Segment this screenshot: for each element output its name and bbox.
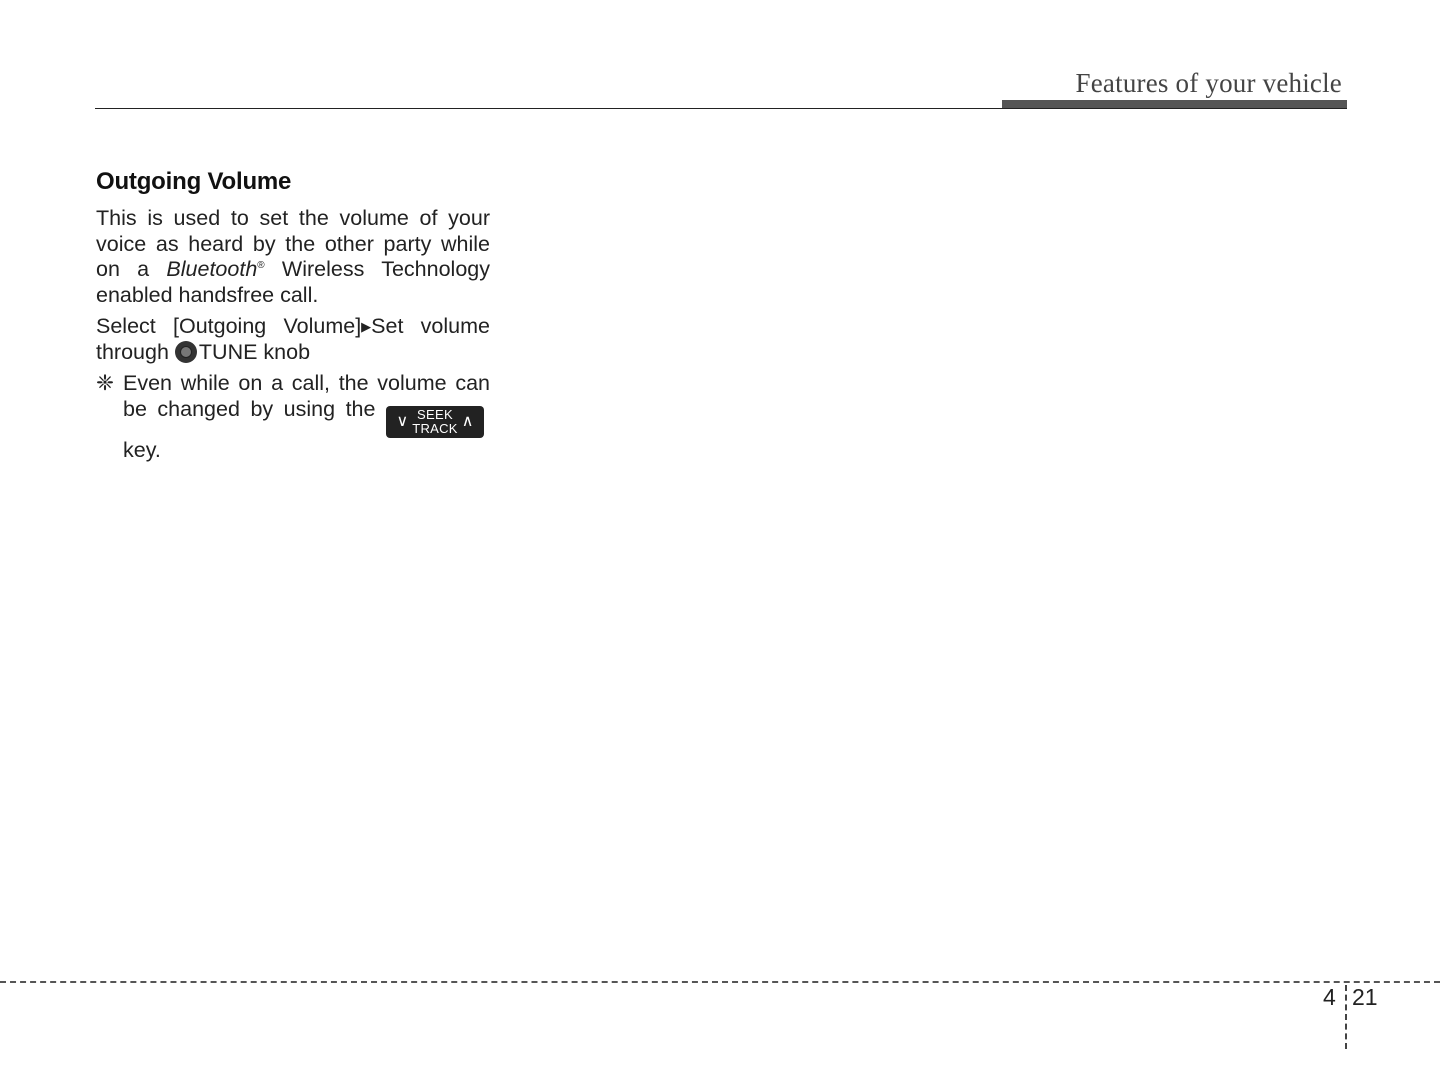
instruction-set-text: Set volume through <box>96 314 490 364</box>
description-text-end: Wireless Technology enabled handsfree call. <box>96 257 490 307</box>
header-rule <box>95 108 1347 109</box>
paragraph-description <box>96 206 490 308</box>
bluetooth-brand: Bluetooth <box>166 257 258 281</box>
tune-knob-icon <box>175 341 197 363</box>
main-content <box>96 168 490 463</box>
seek-track-label <box>412 408 458 436</box>
chevron-up-icon: ∧ <box>461 412 474 430</box>
seek-track-key-icon <box>386 406 484 438</box>
instruction-select-text: Select [Outgoing Volume] <box>96 314 362 338</box>
note-paragraph <box>96 371 490 463</box>
paragraph-instructions <box>96 314 490 365</box>
page-header-title: Features of your vehicle <box>1075 68 1342 98</box>
section-heading: Outgoing Volume <box>96 168 292 195</box>
note-text-start: Even while on a call, the volume can be changed by using the <box>123 371 490 421</box>
note-mark-icon: ❈ <box>96 371 115 395</box>
chapter-number: 4 <box>1323 984 1336 1010</box>
description-text-start: This is used to set the volume of your voice as heard by the other party while on a <box>96 206 490 281</box>
footer-dashed-rule <box>0 981 1440 983</box>
registered-mark: ® <box>257 259 265 271</box>
instruction-knob-text: TUNE knob <box>198 339 311 364</box>
page-number: 21 <box>1352 984 1378 1010</box>
page-number-divider <box>1345 985 1347 1049</box>
chevron-down-icon: ∨ <box>396 412 409 430</box>
seek-label: SEEK <box>417 406 453 422</box>
note-text-end: key. <box>123 437 161 462</box>
arrow-right-icon: ▶ <box>361 319 372 334</box>
track-label: TRACK <box>412 420 458 436</box>
